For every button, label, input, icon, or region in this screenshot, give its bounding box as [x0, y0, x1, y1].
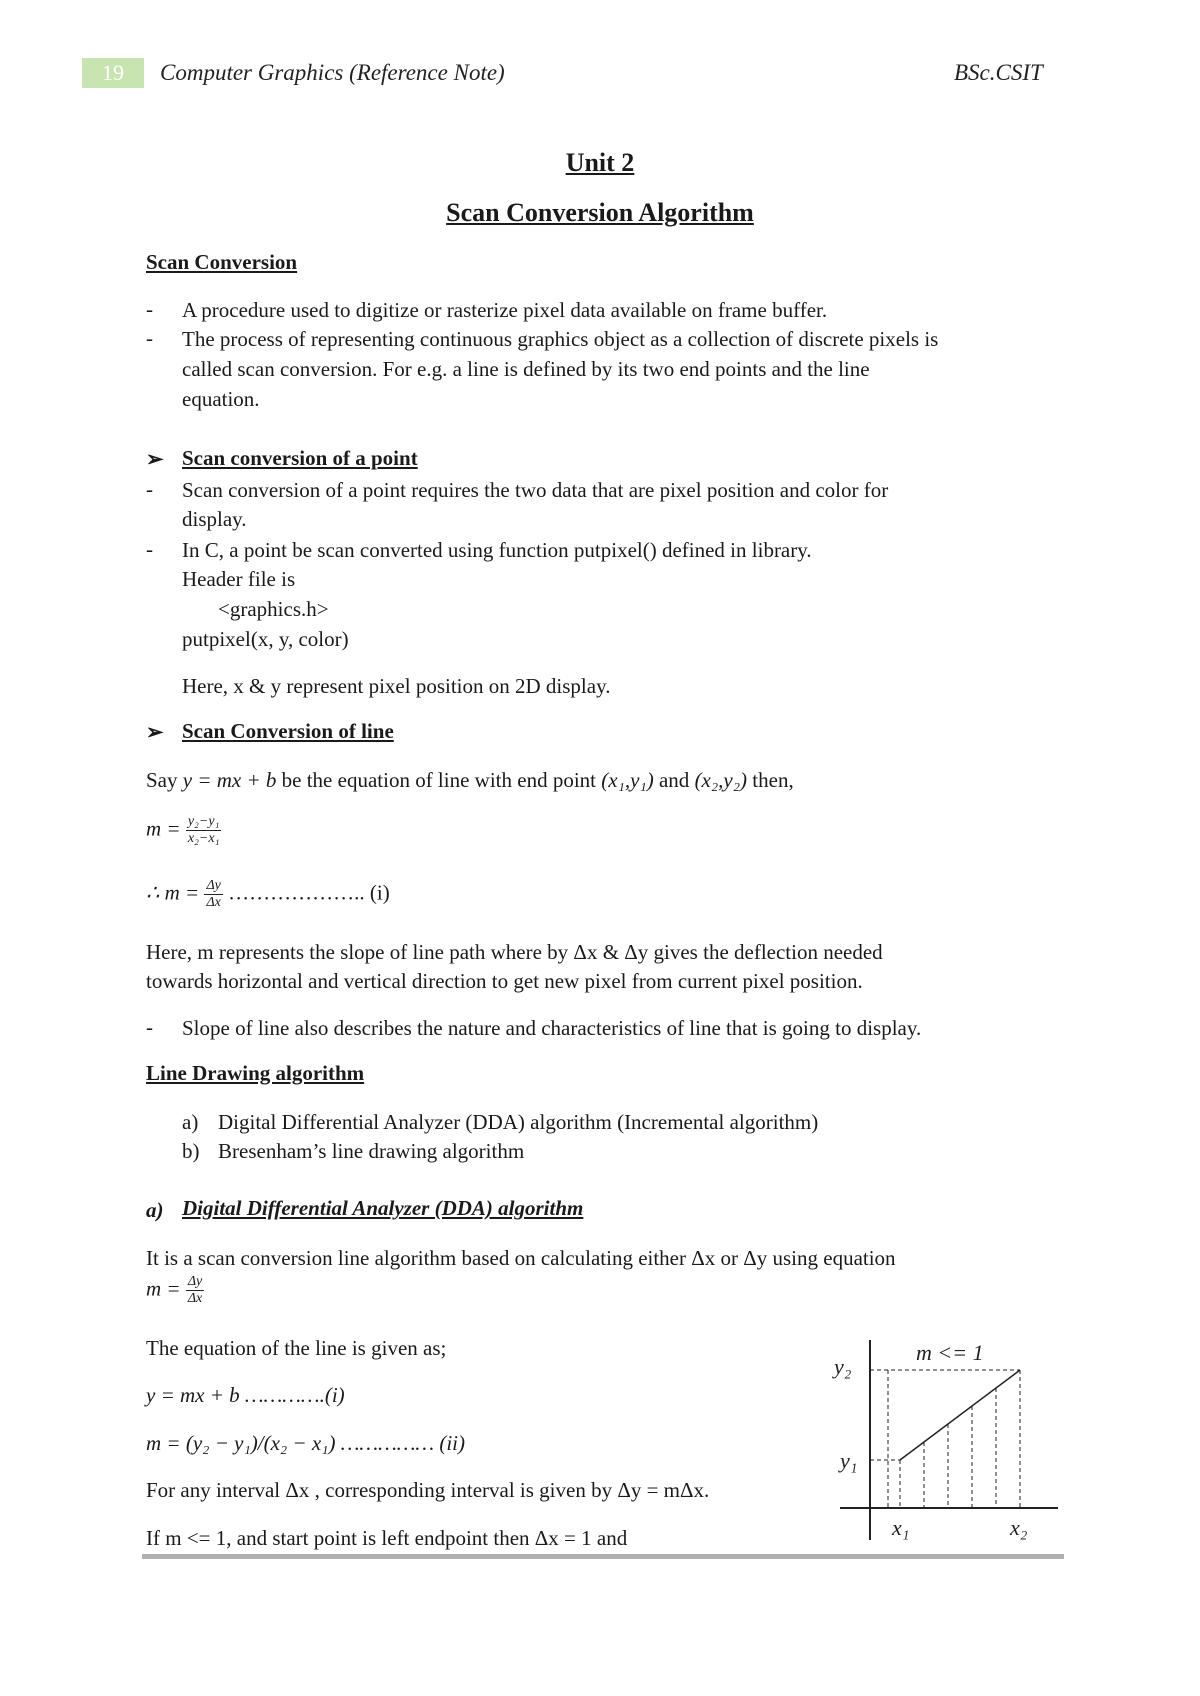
text-span: be the equation of line with end point: [276, 768, 602, 792]
slope-equation: [146, 814, 221, 847]
x2-label: x₂: [1010, 1515, 1028, 1540]
fraction-numerator: y₂−y₁: [187, 814, 220, 829]
bullet-dash: -: [146, 326, 153, 350]
text-span: Say: [146, 768, 183, 792]
paragraph-line: A procedure used to digitize or rasterize pixel data available on frame buffer.: [182, 298, 828, 322]
bullet-dash: -: [146, 297, 153, 321]
math-span: (x₁,y₁): [601, 768, 654, 792]
document-header-title: Computer Graphics (Reference Note): [160, 60, 505, 85]
code-putpixel: putpixel(x, y, color): [182, 627, 349, 651]
equation-ii: m = (y₂ − y₁)/(x₂ − x₁) …………… (ii): [146, 1431, 465, 1455]
text-span: then,: [747, 768, 794, 792]
paragraph-line: equation.: [182, 387, 260, 411]
document-header-course: BSc.CSIT: [954, 60, 1043, 85]
paragraph-line: Slope of line also describes the nature and characteristics of line that is going to display.: [182, 1016, 922, 1040]
math-span: (x₂,y₂): [694, 768, 748, 792]
fraction: [186, 814, 222, 847]
equation-line: [146, 766, 794, 794]
y1-label: y₁: [840, 1448, 858, 1473]
slope-delta-equation: [146, 878, 390, 911]
section-heading-scan-conversion: Scan Conversion: [146, 250, 298, 274]
paragraph-line: Here, x & y represent pixel position on 2D display.: [182, 674, 611, 698]
paragraph-line: Header file is: [182, 567, 296, 591]
line-path: [900, 1370, 1020, 1460]
math-span: y = mx + b: [182, 768, 277, 792]
arrow-bullet-icon: ➢: [146, 720, 164, 744]
bullet-dash: -: [146, 477, 153, 501]
fraction-numerator: Δy: [187, 1274, 203, 1289]
page-number-badge: 19: [82, 58, 144, 88]
arrow-bullet-icon: ➢: [146, 447, 164, 471]
text-span: ……………….. (i): [222, 880, 390, 905]
paragraph-line: towards horizontal and vertical direction to get new pixel from current pixel position.: [146, 969, 863, 993]
paragraph-line: In C, a point be scan converted using function putpixel() defined in library.: [182, 538, 812, 562]
section-heading-line-drawing: Line Drawing algorithm: [146, 1061, 365, 1085]
code-header-file: <graphics.h>: [218, 597, 329, 621]
fraction-denominator: x₂−x₁: [187, 831, 220, 846]
paragraph-line: If m <= 1, and start point is left endpoint then Δx = 1 and: [146, 1526, 628, 1550]
paragraph-line: Scan conversion of a point requires the two data that are pixel position and color for: [182, 478, 889, 502]
paragraph-line: called scan conversion. For e.g. a line is defined by its two end points and the line: [182, 357, 870, 381]
fraction-denominator: Δx: [187, 1291, 203, 1306]
y2-label: y₂: [834, 1354, 852, 1379]
line-slope-diagram: [830, 1330, 1070, 1550]
math-span: m =: [146, 1276, 186, 1301]
paragraph-line: Here, m represents the slope of line path where by Δx & Δy gives the deflection needed: [146, 940, 883, 964]
footer-divider: [142, 1554, 1064, 1559]
slope-label: m <= 1: [916, 1340, 984, 1365]
math-span: ∴ m =: [146, 880, 205, 905]
list-item: Bresenham’s line drawing algorithm: [218, 1139, 525, 1163]
list-item: Digital Differential Analyzer (DDA) algorithm (Incremental algorithm): [218, 1110, 819, 1134]
fraction: [204, 878, 222, 911]
subsection-heading-line: Scan Conversion of line: [182, 719, 394, 743]
text-span: and: [653, 768, 695, 792]
chapter-title: Scan Conversion Algorithm: [446, 198, 754, 227]
fraction-numerator: Δy: [206, 878, 221, 893]
equation-i: y = mx + b ………….(i): [146, 1383, 345, 1407]
x1-label: x₁: [892, 1515, 910, 1540]
paragraph-line: The equation of the line is given as;: [146, 1336, 447, 1360]
paragraph-line: It is a scan conversion line algorithm based on calculating either Δx or Δy using equation: [146, 1246, 896, 1270]
fraction-denominator: Δx: [206, 895, 221, 910]
paragraph-line: display.: [182, 507, 247, 531]
bullet-dash: -: [146, 537, 153, 561]
fraction: [186, 1274, 204, 1307]
math-span: m =: [146, 816, 186, 841]
paragraph-line: The process of representing continuous graphics object as a collection of discrete pixels is: [182, 327, 939, 351]
paragraph-line: For any interval Δx , corresponding interval is given by Δy = mΔx.: [146, 1478, 710, 1502]
subsection-heading-point: Scan conversion of a point: [182, 446, 418, 470]
list-marker: a): [182, 1110, 199, 1134]
list-marker: a): [146, 1198, 164, 1222]
list-marker: b): [182, 1139, 200, 1163]
subsection-heading-dda: Digital Differential Analyzer (DDA) algorithm: [182, 1196, 584, 1220]
unit-title: Unit 2: [565, 148, 635, 177]
dda-slope-equation: [146, 1274, 204, 1307]
bullet-dash: -: [146, 1015, 153, 1039]
